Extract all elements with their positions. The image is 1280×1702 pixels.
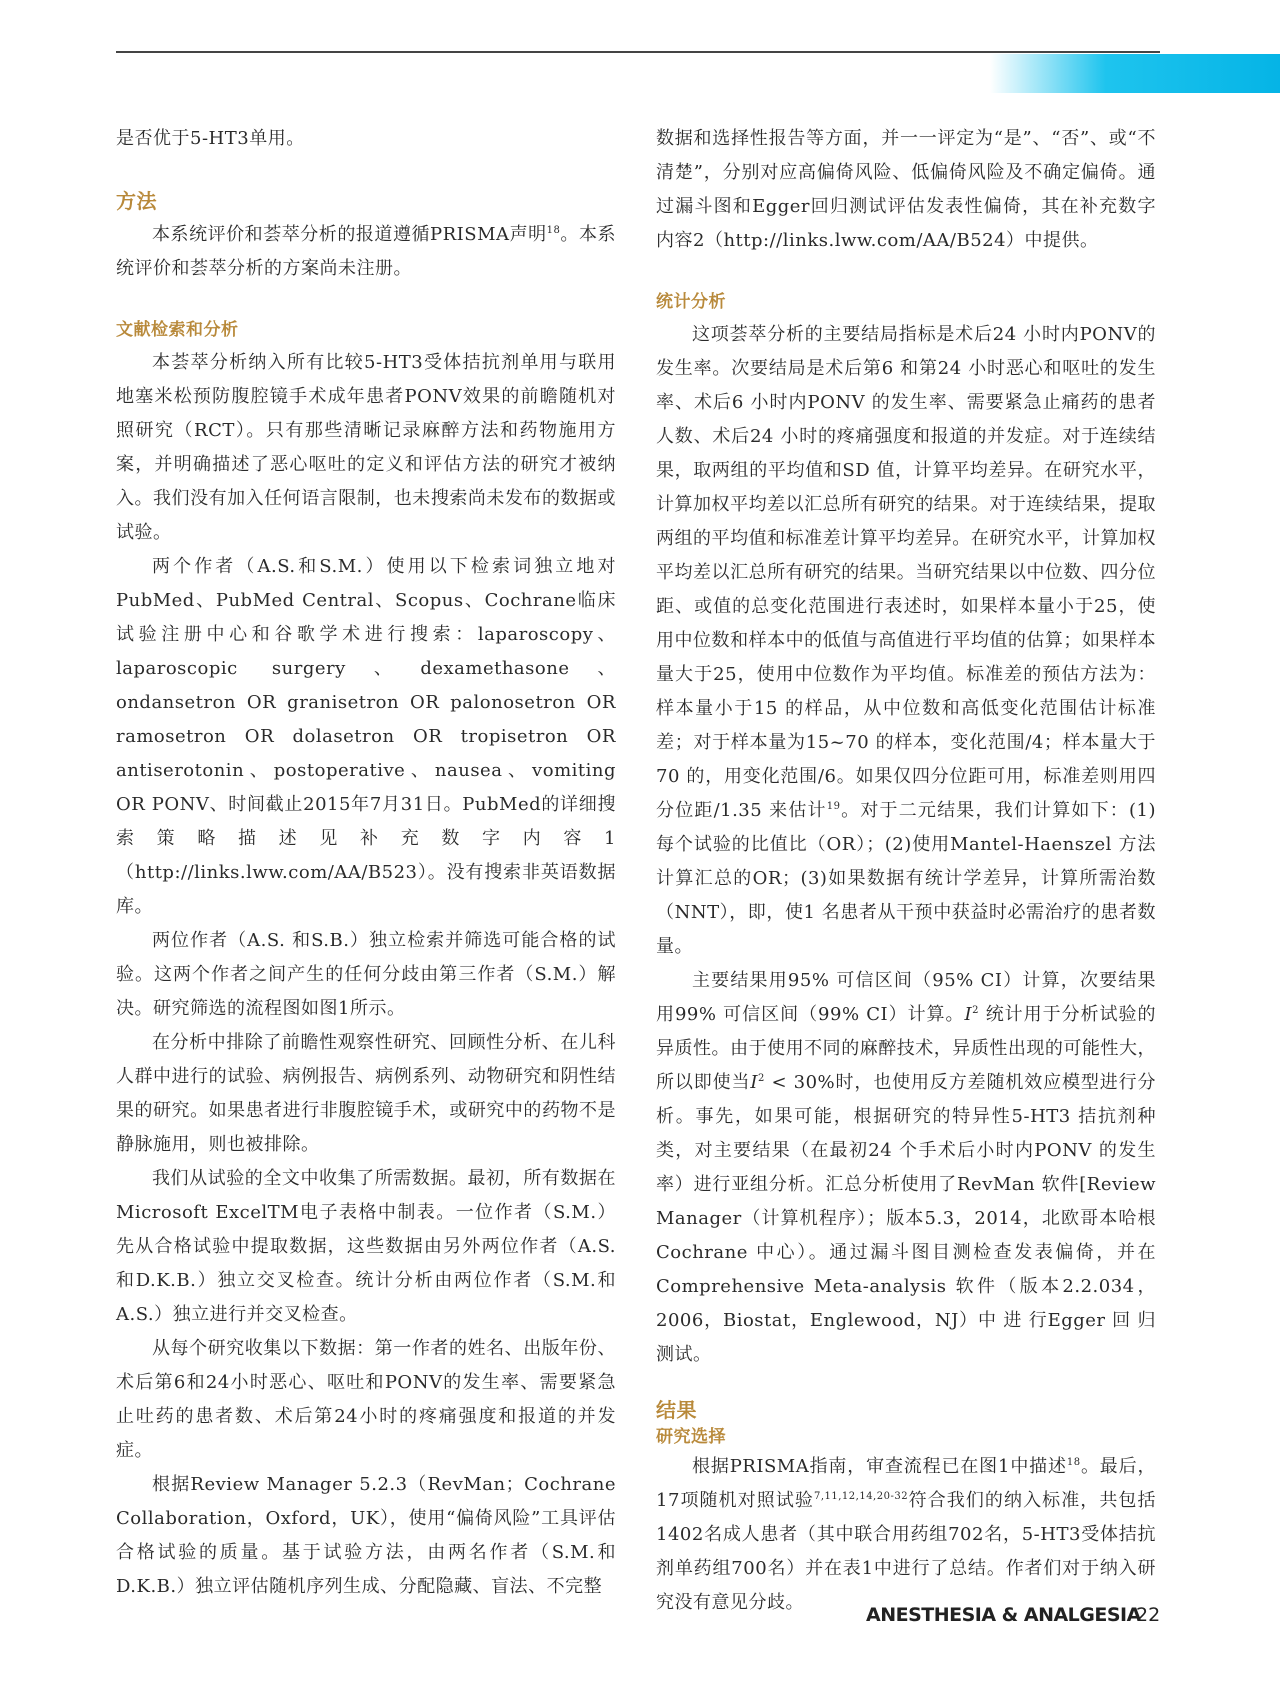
literature-paragraph-5: 我们从试验的全文中收集了所需数据。最初，所有数据在Microsoft ExcelTM电子表格中制表。一位作者（S.M.）先从合格试验中提取数据，这些数据由另外两位作者（A.S.和D.K.B.）独立交叉检查。统计分析由两位作者（S.M.和A.S.）独立进行并交叉检查。 bbox=[116, 1168, 616, 1325]
statistics-paragraph-1: 这项荟萃分析的主要结局指标是术后24 小时内PONV的发生率。次要结局是术后第6 和第24 小时恶心和呕吐的发生率、术后6 小时内PONV 的发生率、需要紧急止痛药的患者人数、术后24 小时的疼痛强度和报道的并发症。对于连续结果，取两组的平均值和SD 值，计算平均差异。在研究水平，计算加权平均差以汇总所有研究的结果。对于连续结果，提取两组的平均值和标准差计算平均差异。在研究水平，计算加权平均差以汇总所有研究的结果。当研究结果以中位数、四分位距、或值的总变化范围进行表述时，如果样本量小于25，使用中位数和样本中的低值与高值进行平均值的估算；如果样本量大于25，使用中位数作为平均值。标准差的预估方法为：样本量小于15 的样品，从中位数和高低变化范围估计标准差；对于样本量为15~70 的样本，变化范围/4；样本量大于70 的，用变化范围/6。如果仅四分位距可用，标准差则用四分位距/1.35 来估计$^{19}$。对于二元结果，我们计算如下：(1)每个试验的比值比（OR）；(2)使用Mantel-Haenszel 方法计算汇总的OR；(3)如果数据有统计学差异，计算所需治数（NNT），即，使1 名患者从干预中获益时必需治疗的患者数量。 bbox=[656, 324, 1156, 957]
literature-search-heading: 文献检索和分析 bbox=[116, 320, 239, 340]
literature-paragraph-2: 两个作者（A.S.和S.M.）使用以下检索词独立地对PubMed、PubMed Central、Scopus、Cochrane临床试验注册中心和谷歌学术进行搜索：laparoscopy、laparoscopic surgery、dexamethasone、ondansetron OR granisetron OR palonosetron OR ramosetron OR dolasetron OR tropisetron OR antiserotonin、postoperative、nausea、vomiting OR PONV、时间截止2015年7月31日。PubMed的详细搜索策略描述见补充数字内容1（http://links.lww.com/AA/B523）。没有搜索非英语数据库。 bbox=[116, 556, 616, 917]
left-column bbox=[116, 122, 616, 1604]
statistics-heading: 统计分析 bbox=[656, 292, 726, 312]
literature-paragraph-7: 根据Review Manager 5.2.3（RevMan；Cochrane Collaboration，Oxford，UK），使用“偏倚风险”工具评估合格试验的质量。基于试验方法，由两名作者（S.M.和D.K.B.）独立评估随机序列生成、分配隐藏、盲法、不完整 bbox=[116, 1474, 616, 1597]
literature-paragraph-4: 在分析中排除了前瞻性观察性研究、回顾性分析、在儿科人群中进行的试验、病例报告、病例系列、动物研究和阴性结果的研究。如果患者进行非腹腔镜手术，或研究中的药物不是静脉施用，则也被排除。 bbox=[116, 1032, 616, 1155]
header-rule bbox=[116, 51, 1160, 53]
literature-paragraph-1: 本荟萃分析纳入所有比较5-HT3受体拮抗剂单用与联用地塞米松预防腹腔镜手术成年患者PONV效果的前瞻随机对照研究（RCT）。只有那些清晰记录麻醉方法和药物施用方案，并明确描述了恶心呕吐的定义和评估方法的研究才被纳入。我们没有加入任何语言限制，也未搜索尚未发布的数据或试验。 bbox=[116, 352, 616, 543]
continued-paragraph: 数据和选择性报告等方面，并一一评定为“是”、“否”、或“不清楚”，分别对应高偏倚风险、低偏倚风险及不确定偏倚。通过漏斗图和Egger回归测试评估发表性偏倚，其在补充数字内容2（http://links.lww.com/AA/B524）中提供。 bbox=[656, 128, 1156, 251]
study-selection-heading: 研究选择 bbox=[656, 1427, 726, 1447]
statistics-paragraph-2: 主要结果用95% 可信区间（95% CI）计算，次要结果用99% 可信区间（99% CI）计算。$I^2$ 统计用于分析试验的异质性。由于使用不同的麻醉技术，异质性出现的可能性大，所以即使当$I^2 < 30\%$时，也使用反方差随机效应模型进行分析。事先，如果可能，根据研究的特异性5-HT3 拮抗剂种类，对主要结果（在最初24 个手术后小时内PONV 的发生率）进行亚组分析。汇总分析使用了RevMan 软件[Review Manager（计算机程序）；版本5.3，2014，北欧哥本哈根Cochrane 中心）。通过漏斗图目测检查发表偏倚，并在Comprehensive Meta-analysis 软件（版本2.2.034，2006，Biostat，Englewood，NJ）中 进 行Egger 回 归测试。 bbox=[656, 970, 1156, 1365]
literature-paragraph-3: 两位作者（A.S. 和S.B.）独立检索并筛选可能合格的试验。这两个作者之间产生的任何分歧由第三作者（S.M.）解决。研究筛选的流程图如图1所示。 bbox=[116, 930, 616, 1019]
intro-end-paragraph: 是否优于5-HT3单用。 bbox=[116, 128, 305, 149]
header-color-band bbox=[990, 54, 1280, 93]
results-paragraph-1: 根据PRISMA指南，审查流程已在图1中描述$^{18}$。最后，17项随机对照试验$^{7,11,12,14,20-32}$符合我们的纳入标准，共包括1402名成人患者（其中联合用药组702名，5-HT3受体拮抗剂单药组700名）并在表1中进行了总结。作者们对于纳入研究没有意见分歧。 bbox=[656, 1456, 1157, 1613]
methods-paragraph: 本系统评价和荟萃分析的报道遵循PRISMA声明$^{18}$。本系统评价和荟萃分析的方案尚未注册。 bbox=[116, 224, 616, 279]
literature-paragraph-6: 从每个研究收集以下数据：第一作者的姓名、出版年份、术后第6和24小时恶心、呕吐和PONV的发生率、需要紧急止吐药的患者数、术后第24小时的疼痛强度和报道的并发症。 bbox=[116, 1338, 616, 1461]
journal-name: ANESTHESIA & ANALGESIA bbox=[866, 1604, 1141, 1626]
right-column bbox=[656, 122, 1156, 1620]
results-heading: 结果 bbox=[656, 1398, 697, 1422]
methods-heading: 方法 bbox=[116, 189, 157, 213]
page-number: 22 bbox=[1136, 1604, 1161, 1626]
